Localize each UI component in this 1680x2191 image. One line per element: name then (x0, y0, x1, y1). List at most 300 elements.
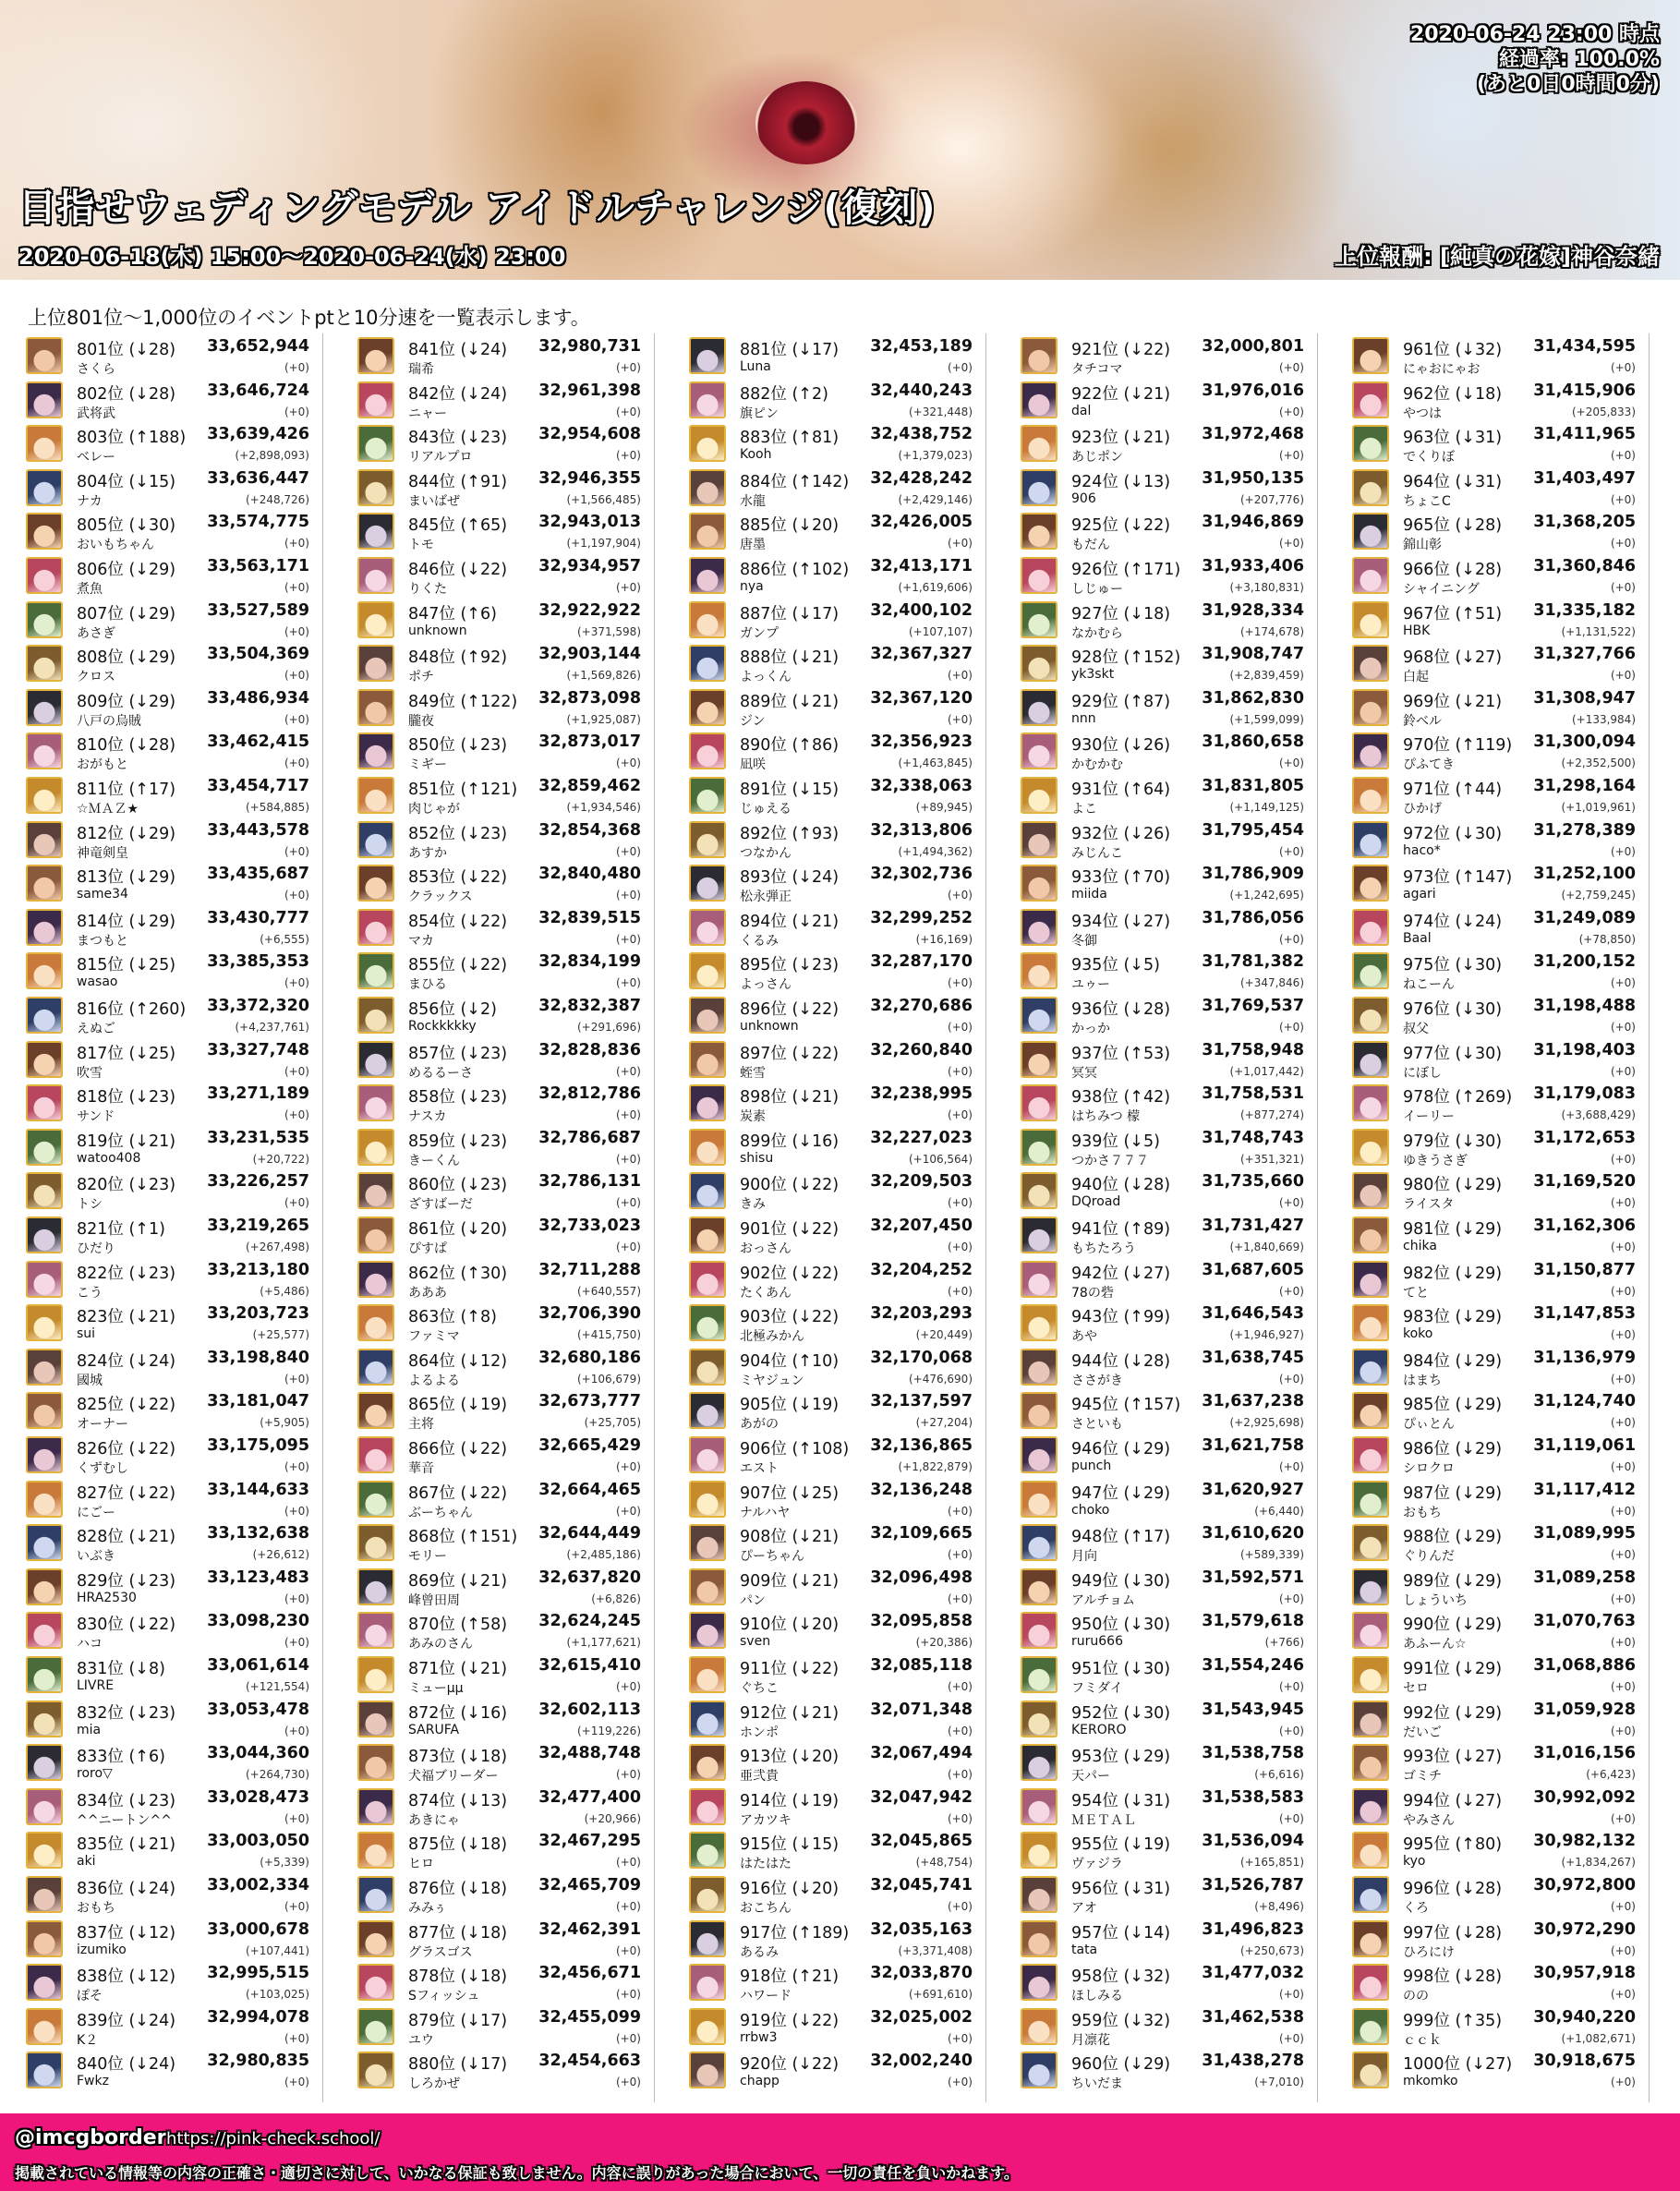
rank-label: 805位 (↓30) (77, 516, 176, 536)
ranking-row (1351, 1345, 1649, 1389)
ten-minute-speed: (+1,197,904) (566, 537, 641, 551)
event-points: 32,465,709 (538, 1876, 641, 1894)
ten-minute-speed: (+691,610) (908, 1988, 973, 2002)
producer-name: 蛭雪 (740, 1065, 766, 1081)
ranking-row (25, 1960, 322, 2004)
ten-minute-speed: (+0) (615, 405, 641, 418)
producer-name: ささがき (1071, 1373, 1123, 1388)
ten-minute-speed: (+0) (284, 2076, 309, 2089)
producer-avatar (26, 1481, 63, 1518)
producer-name: 冥冥 (1071, 1065, 1097, 1081)
rank-label: 947位 (↓29) (1071, 1483, 1171, 1503)
rank-label: 980位 (↓29) (1403, 1176, 1503, 1195)
event-points: 30,982,132 (1533, 1832, 1636, 1851)
rank-label: 996位 (↓28) (1403, 1880, 1503, 1898)
ten-minute-speed: (+0) (284, 1811, 309, 1825)
producer-name: 北極みかん (740, 1329, 804, 1345)
producer-name: 松永弾正 (740, 890, 792, 905)
event-points: 30,972,290 (1533, 1919, 1636, 1939)
ranking-row (357, 1697, 654, 1741)
producer-name: ファミマ (408, 1329, 460, 1345)
producer-name: ^^ニートン^^ (77, 1812, 172, 1828)
rank-label: 834位 (↓23) (77, 1791, 176, 1810)
event-points: 31,972,468 (1202, 425, 1304, 444)
producer-name: トシ (77, 1197, 103, 1213)
rank-label: 897位 (↓22) (740, 1044, 840, 1063)
event-points: 31,172,653 (1533, 1128, 1636, 1147)
ten-minute-speed: (+0) (284, 669, 309, 683)
ten-minute-speed: (+6,423) (1586, 1768, 1636, 1782)
event-points: 31,638,745 (1202, 1348, 1304, 1367)
event-points: 32,834,199 (538, 952, 641, 972)
ranking-row (1351, 905, 1649, 950)
ten-minute-speed: (+476,690) (908, 1372, 973, 1386)
rank-label: 857位 (↓23) (408, 1044, 508, 1063)
ranking-row (1020, 641, 1317, 685)
event-points: 31,124,740 (1533, 1392, 1636, 1411)
producer-name: chika (1403, 1239, 1437, 1253)
event-points: 32,413,171 (870, 557, 973, 575)
ten-minute-speed: (+0) (615, 844, 641, 858)
ranking-row (1351, 1257, 1649, 1301)
producer-name: だいご (1403, 1725, 1442, 1740)
rank-label: 812位 (↓29) (77, 824, 176, 843)
rank-label: 943位 (↑99) (1071, 1308, 1171, 1327)
event-points: 33,028,473 (207, 1787, 309, 1807)
producer-avatar (26, 1349, 63, 1386)
producer-avatar (1021, 1832, 1058, 1869)
producer-avatar (689, 1832, 726, 1869)
producer-name: あるみ (740, 1944, 779, 1960)
ten-minute-speed: (+0) (1278, 1592, 1304, 1605)
producer-name: ちいだま (1071, 2076, 1123, 2092)
producer-avatar (1352, 469, 1389, 506)
event-points: 31,543,945 (1202, 1700, 1304, 1719)
rank-label: 846位 (↓22) (408, 561, 508, 579)
rank-label: 910位 (↓20) (740, 1616, 840, 1635)
ranking-row (357, 378, 654, 422)
ranking-row (357, 1168, 654, 1213)
ranking-row (25, 1565, 322, 1609)
producer-avatar (357, 1744, 394, 1781)
ten-minute-speed: (+25,577) (252, 1328, 309, 1342)
event-points: 32,456,671 (538, 1964, 641, 1983)
event-points: 32,260,840 (870, 1040, 973, 1059)
producer-name: イーリー (1403, 1109, 1455, 1125)
ranking-column (357, 333, 655, 2102)
rank-label: 967位 (↑51) (1403, 604, 1503, 623)
ranking-row (1351, 1213, 1649, 1257)
ranking-row (1020, 1345, 1317, 1389)
ranking-row (357, 2004, 654, 2049)
event-points: 32,270,686 (870, 997, 973, 1015)
event-points: 31,862,830 (1202, 688, 1304, 708)
producer-name: まいばぜ (408, 493, 460, 509)
ten-minute-speed: (+0) (1278, 1811, 1304, 1825)
ranking-row (1020, 1213, 1317, 1257)
producer-name: ぶーちゃん (408, 1505, 473, 1520)
event-points: 31,538,583 (1202, 1787, 1304, 1807)
ten-minute-speed: (+0) (947, 712, 973, 726)
producer-name: よこ (1071, 802, 1097, 817)
producer-avatar (26, 2052, 63, 2088)
ranking-row (25, 773, 322, 817)
ranking-row (1020, 598, 1317, 642)
ranking-row (357, 641, 654, 685)
ranking-table (25, 333, 1657, 2102)
producer-name: 唐墨 (740, 538, 766, 553)
producer-name: くるみ (740, 933, 779, 949)
ranking-row (688, 1037, 985, 1082)
rank-label: 802位 (↓28) (77, 384, 176, 404)
rank-label: 956位 (↓31) (1071, 1880, 1171, 1898)
ranking-row (1351, 949, 1649, 993)
ranking-row (1020, 1520, 1317, 1565)
producer-name: 炭素 (740, 1109, 766, 1125)
ten-minute-speed: (+0) (615, 1064, 641, 1078)
producer-name: でくりぼ (1403, 450, 1455, 466)
event-points: 31,147,853 (1533, 1304, 1636, 1324)
rank-label: 971位 (↑44) (1403, 781, 1503, 799)
producer-avatar (26, 1788, 63, 1825)
producer-avatar (26, 1701, 63, 1737)
producer-name: いぶき (77, 1549, 115, 1565)
producer-name: 78の砦 (1071, 1285, 1114, 1301)
producer-avatar (357, 1349, 394, 1386)
ranking-row (1020, 1301, 1317, 1345)
ten-minute-speed: (+0) (1610, 1152, 1636, 1166)
twitter-handle[interactable]: @imcgborder (15, 2126, 167, 2149)
rank-label: 870位 (↑58) (408, 1616, 508, 1635)
producer-avatar (689, 1788, 726, 1825)
rank-label: 873位 (↓18) (408, 1748, 508, 1767)
producer-avatar (357, 1436, 394, 1473)
ten-minute-speed: (+0) (1610, 1504, 1636, 1518)
ranking-row (1020, 1125, 1317, 1169)
event-points: 31,198,403 (1533, 1040, 1636, 1059)
ten-minute-speed: (+0) (284, 976, 309, 990)
producer-name: haco* (1403, 842, 1441, 858)
ranking-row (357, 1213, 654, 1257)
event-points: 32,624,245 (538, 1612, 641, 1631)
ten-minute-speed: (+415,750) (576, 1328, 641, 1342)
ten-minute-speed: (+0) (947, 1548, 973, 1562)
producer-name: シロクロ (1403, 1461, 1455, 1476)
producer-avatar (26, 1612, 63, 1649)
producer-name: おこちん (740, 1901, 792, 1916)
event-points: 31,786,056 (1202, 908, 1304, 927)
producer-avatar (357, 601, 394, 638)
ten-minute-speed: (+0) (284, 537, 309, 551)
ranking-row (25, 905, 322, 950)
ten-minute-speed: (+0) (1278, 1021, 1304, 1034)
ranking-row (688, 1388, 985, 1433)
rank-label: 958位 (↓32) (1071, 1967, 1171, 1987)
producer-name: tata (1071, 1942, 1098, 1957)
producer-name: ぽそ (77, 1989, 103, 2004)
producer-name: Luna (740, 359, 771, 374)
rank-label: 837位 (↓12) (77, 1923, 176, 1943)
rank-label: 933位 (↑70) (1071, 868, 1171, 888)
ten-minute-speed: (+0) (615, 1108, 641, 1122)
producer-name: ざすばーだ (408, 1197, 473, 1213)
producer-avatar (357, 1920, 394, 1957)
ten-minute-speed: (+0) (947, 537, 973, 551)
ten-minute-speed: (+3,180,831) (1229, 581, 1304, 594)
producer-avatar (357, 1701, 394, 1737)
producer-avatar (26, 1304, 63, 1341)
event-points: 31,411,965 (1533, 425, 1636, 444)
ranking-row (1020, 1872, 1317, 1917)
event-points: 32,873,017 (538, 732, 641, 752)
site-link[interactable]: https://pink-check.school/ (166, 2129, 381, 2149)
rank-label: 982位 (↓29) (1403, 1264, 1503, 1283)
rank-label: 962位 (↓18) (1403, 384, 1503, 404)
ranking-row (1351, 861, 1649, 905)
producer-avatar (689, 1964, 726, 2001)
ten-minute-speed: (+0) (284, 405, 309, 418)
rank-label: 955位 (↓19) (1071, 1835, 1171, 1855)
ranking-row (688, 641, 985, 685)
rank-label: 919位 (↓22) (740, 2011, 840, 2030)
ranking-row (688, 773, 985, 817)
event-points: 31,748,743 (1202, 1128, 1304, 1147)
ten-minute-speed: (+264,730) (245, 1768, 309, 1782)
rank-label: 866位 (↓22) (408, 1440, 508, 1459)
event-points: 31,786,909 (1202, 865, 1304, 884)
ten-minute-speed: (+0) (1278, 2031, 1304, 2045)
producer-name: めるるーさ (408, 1065, 473, 1081)
ranking-row (1020, 1257, 1317, 1301)
rank-label: 887位 (↓17) (740, 604, 840, 623)
ten-minute-speed: (+174,678) (1239, 624, 1304, 638)
rank-label: 851位 (↑121) (408, 781, 518, 799)
producer-name: ヒロ (408, 1857, 434, 1872)
rank-label: 826位 (↓22) (77, 1440, 176, 1459)
ten-minute-speed: (+766) (1264, 1636, 1304, 1650)
ranking-row (1351, 553, 1649, 598)
ranking-row (1351, 1301, 1649, 1345)
ten-minute-speed: (+6,826) (591, 1592, 641, 1605)
producer-name: トモ (408, 538, 434, 553)
event-points: 33,132,638 (207, 1524, 309, 1543)
event-points: 31,908,747 (1202, 645, 1304, 664)
event-points: 32,136,865 (870, 1436, 973, 1455)
event-points: 31,620,927 (1202, 1480, 1304, 1499)
producer-name: おがもと (77, 757, 128, 773)
producer-avatar (689, 425, 726, 462)
producer-avatar (689, 2052, 726, 2088)
ranking-row (1351, 1477, 1649, 1521)
producer-avatar (689, 557, 726, 594)
ranking-row (1020, 378, 1317, 422)
rank-label: 917位 (↑189) (740, 1923, 850, 1943)
producer-name: こう (77, 1285, 103, 1301)
producer-avatar (357, 1832, 394, 1869)
ten-minute-speed: (+0) (1278, 1372, 1304, 1386)
rank-label: 1000位 (↓27) (1403, 2055, 1513, 2075)
ten-minute-speed: (+5,905) (260, 1416, 309, 1430)
rank-label: 820位 (↓23) (77, 1176, 176, 1195)
producer-name: ガンプ (740, 625, 779, 641)
ranking-row (1020, 2004, 1317, 2049)
producer-name: ナスカ (408, 1109, 447, 1125)
producer-name: ゴミチ (1403, 1769, 1442, 1785)
event-points: 31,462,538 (1202, 2007, 1304, 2027)
ranking-row (1020, 1960, 1317, 2004)
producer-name: 華音 (408, 1461, 434, 1476)
ten-minute-speed: (+0) (284, 1196, 309, 1210)
producer-avatar (1352, 557, 1389, 594)
producer-avatar (1021, 1084, 1058, 1121)
producer-avatar (357, 425, 394, 462)
rank-label: 927位 (↓18) (1071, 604, 1171, 623)
rank-label: 825位 (↓22) (77, 1396, 176, 1415)
ranking-row (25, 1345, 322, 1389)
ranking-row (357, 1960, 654, 2004)
producer-avatar (357, 381, 394, 418)
ten-minute-speed: (+0) (615, 1504, 641, 1518)
ranking-row (25, 1433, 322, 1477)
producer-avatar (357, 1481, 394, 1518)
rank-label: 872位 (↓16) (408, 1703, 508, 1723)
ten-minute-speed: (+1,019,961) (1561, 801, 1636, 814)
producer-name: KERORO (1071, 1722, 1127, 1737)
producer-name: shisu (740, 1150, 774, 1166)
event-points: 32,313,806 (870, 820, 973, 840)
ranking-row (357, 861, 654, 905)
producer-name: agari (1403, 887, 1436, 902)
ranking-row (25, 1917, 322, 1961)
producer-name: ハワード (740, 1989, 792, 2004)
ten-minute-speed: (+1,619,606) (898, 581, 973, 594)
producer-avatar (689, 1084, 726, 1121)
rank-label: 882位 (↑2) (740, 384, 828, 404)
ranking-row (688, 861, 985, 905)
ten-minute-speed: (+0) (1278, 1988, 1304, 2002)
ten-minute-speed: (+0) (284, 1900, 309, 1913)
ranking-row (25, 861, 322, 905)
event-points: 32,854,368 (538, 820, 641, 840)
ranking-row (357, 1565, 654, 1609)
event-points: 31,579,618 (1202, 1612, 1304, 1631)
event-points: 33,198,840 (207, 1348, 309, 1367)
rank-label: 861位 (↓20) (408, 1220, 508, 1239)
ranking-row (688, 553, 985, 598)
producer-avatar (26, 1876, 63, 1913)
producer-name: にゃおにゃお (1403, 362, 1481, 377)
event-points: 31,200,152 (1533, 952, 1636, 972)
producer-avatar (357, 1261, 394, 1298)
producer-avatar (1352, 952, 1389, 989)
ranking-row (25, 1740, 322, 1785)
producer-name: aki (77, 1854, 96, 1870)
producer-name: ユウ (408, 2032, 434, 2048)
producer-avatar (26, 1920, 63, 1957)
producer-name: Sフィッシュ (408, 1989, 480, 2004)
producer-name: ＭＥＴＡＬ (1071, 1812, 1136, 1828)
ranking-row (357, 1828, 654, 1872)
ten-minute-speed: (+0) (1610, 1241, 1636, 1253)
rank-label: 877位 (↓18) (408, 1923, 508, 1943)
ranking-row (1351, 1037, 1649, 1082)
rank-label: 896位 (↓22) (740, 1000, 840, 1019)
producer-avatar (357, 1217, 394, 1253)
producer-name: モリー (408, 1549, 447, 1565)
ranking-row (1020, 1433, 1317, 1477)
rank-label: 886位 (↑102) (740, 561, 850, 579)
ten-minute-speed: (+0) (1278, 1196, 1304, 1210)
rank-label: 968位 (↓27) (1403, 648, 1503, 668)
ten-minute-speed: (+2,839,459) (1229, 669, 1304, 683)
producer-avatar (1352, 645, 1389, 682)
event-points: 33,636,447 (207, 468, 309, 488)
ten-minute-speed: (+78,850) (1578, 932, 1636, 946)
producer-avatar (689, 689, 726, 726)
ten-minute-speed: (+0) (1610, 1943, 1636, 1957)
event-points: 31,360,846 (1533, 557, 1636, 575)
ranking-row (688, 598, 985, 642)
ten-minute-speed: (+0) (615, 1856, 641, 1870)
page-description: 上位801位～1,000位のイベントptと10分速を一覧表示します。 (28, 307, 590, 329)
producer-name: 峰曾田周 (408, 1592, 460, 1608)
ranking-row (688, 1785, 985, 1829)
producer-name: あや (1071, 1329, 1097, 1345)
ten-minute-speed: (+0) (1610, 1064, 1636, 1078)
top-reward: 上位報酬: [純真の花嫁]神谷奈緒 (1335, 244, 1660, 270)
ten-minute-speed: (+0) (1610, 537, 1636, 551)
producer-avatar (26, 1261, 63, 1298)
producer-name: くろ (1403, 1901, 1429, 1916)
rank-label: 900位 (↓22) (740, 1176, 840, 1195)
producer-avatar (1352, 1172, 1389, 1209)
ten-minute-speed: (+0) (615, 1768, 641, 1782)
producer-avatar (357, 1172, 394, 1209)
rank-label: 938位 (↑42) (1071, 1088, 1171, 1108)
event-points: 32,954,608 (538, 425, 641, 444)
producer-name: Rockkkkky (408, 1019, 477, 1034)
event-points: 33,053,478 (207, 1700, 309, 1719)
producer-avatar (689, 1172, 726, 1209)
producer-avatar (357, 952, 394, 989)
ten-minute-speed: (+0) (1610, 1900, 1636, 1913)
event-points: 32,428,242 (870, 468, 973, 488)
ranking-row (357, 1740, 654, 1785)
rank-label: 951位 (↓30) (1071, 1660, 1171, 1678)
producer-name: よっくん (740, 670, 792, 685)
event-points: 32,067,494 (870, 1744, 973, 1763)
ranking-row (25, 1213, 322, 1257)
producer-name: 主将 (408, 1417, 434, 1433)
producer-name: あじポン (1071, 450, 1123, 466)
ten-minute-speed: (+0) (284, 624, 309, 638)
ten-minute-speed: (+1,494,362) (898, 844, 973, 858)
ranking-row (1351, 993, 1649, 1037)
producer-avatar (357, 337, 394, 374)
ranking-row (1351, 509, 1649, 553)
ten-minute-speed: (+0) (284, 712, 309, 726)
ranking-row (1351, 1697, 1649, 1741)
producer-avatar (1352, 997, 1389, 1034)
producer-avatar (689, 1261, 726, 1298)
rank-label: 844位 (↑91) (408, 472, 508, 491)
ranking-row (25, 1828, 322, 1872)
rank-label: 814位 (↓29) (77, 912, 176, 931)
producer-name: まつもと (77, 933, 128, 949)
rank-label: 965位 (↓28) (1403, 516, 1503, 536)
ten-minute-speed: (+1,934,546) (566, 801, 641, 814)
ten-minute-speed: (+0) (1610, 1680, 1636, 1693)
